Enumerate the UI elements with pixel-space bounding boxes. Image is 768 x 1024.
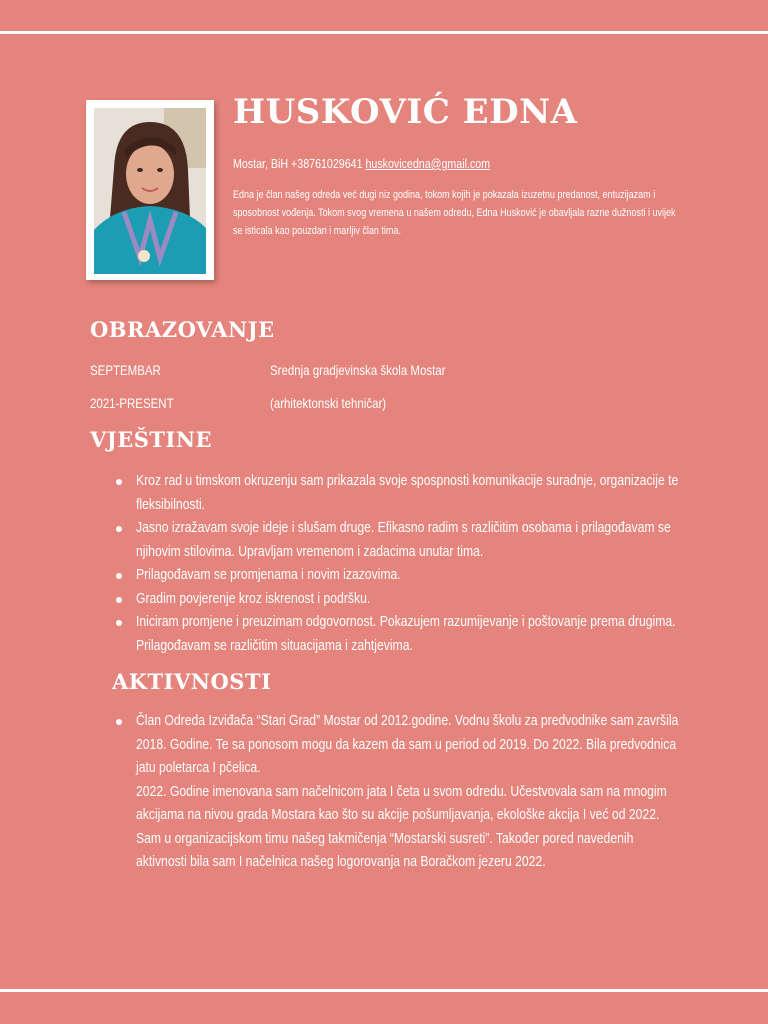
list-item: Kroz rad u timskom okruzenju sam prikazala svoje spospnosti komunikacije suradnje, organizacije te fleksibilnosti. [136,470,768,517]
education-row-1-right: Srednja gradjevinska škola Mostar [270,362,446,378]
bullet-icon [116,597,122,603]
bullet-icon [116,526,122,532]
list-item [136,710,768,875]
bullet-icon [116,573,122,579]
activities-text-2: 2022. Godine imenovana sam načelnicom jata I četa u svom odredu. Učestvovala sam na mnogim akcijama na nivou grada Mostara kao što su akcije pošumljavanja, ekološke akcija I već od 2022. Sam u organizacijskom timu našeg takmičenja “Mostarski susreti”. Također pored navedenih aktivnosti bila sam I načelnica našeg logorovanja na Boračkom jezeru 2022. [136,783,667,870]
education-row-2-left: 2021-PRESENT [90,395,174,411]
top-divider [0,31,768,34]
bullet-icon [116,479,122,485]
person-name: HUSKOVIĆ EDNA [233,92,578,132]
list-item: Gradim povjerenje kroz iskrenost i podršku. [136,588,768,612]
contact-line [233,156,490,171]
skills-list [136,470,768,658]
list-item: Jasno izražavam svoje ideje i slušam druge. Efikasno radim s različitim osobama i prilagođavam se njihovim stilovima. Upravljam vremenom i zadacima unutar tima. [136,517,768,564]
contact-text: Mostar, BiH +38761029641 [233,156,366,171]
bullet-icon [116,620,122,626]
activities-title: AKTIVNOSTI [112,669,272,694]
education-title: OBRAZOVANJE [90,317,275,342]
skills-title: VJEŠTINE [90,427,213,452]
activities-list [136,710,768,875]
about-paragraph: Edna je član našeg odreda već dugi niz godina, tokom kojih je pokazala izuzetnu predanost, entuzijazam i sposobnost vođenja. Tokom svog vremena u našem odredu, Edna Husković je obavljala razne dužnosti i uvijek se isticala kao pouzdan i marljiv član tima. [233,189,676,237]
activities-text-1: Član Odreda Izviđača “Stari Grad” Mostar od 2012.godine. Vodnu školu za predvodnike sam završila 2018. Godine. Te sa ponosom mogu da kazem da sam u period od 2019. Do 2022. Bila predvodnica jatu poletarca I pčelica. [136,713,679,776]
list-item: Iniciram promjene i preuzimam odgovornost. Pokazujem razumijevanje i poštovanje prema drugima. Prilagođavam se različitim situacijama i zahtjevima. [136,611,768,658]
profile-photo-frame [86,100,214,280]
profile-photo [94,108,206,274]
education-row-2-right: (arhitektonski tehničar) [270,395,387,411]
list-item: Prilagođavam se promjenama i novim izazovima. [136,564,768,588]
bottom-divider [0,989,768,992]
bullet-icon [116,719,122,725]
education-row-1-left: SEPTEMBAR [90,362,161,378]
email-link[interactable]: huskovicedna@gmail.com [365,156,491,171]
